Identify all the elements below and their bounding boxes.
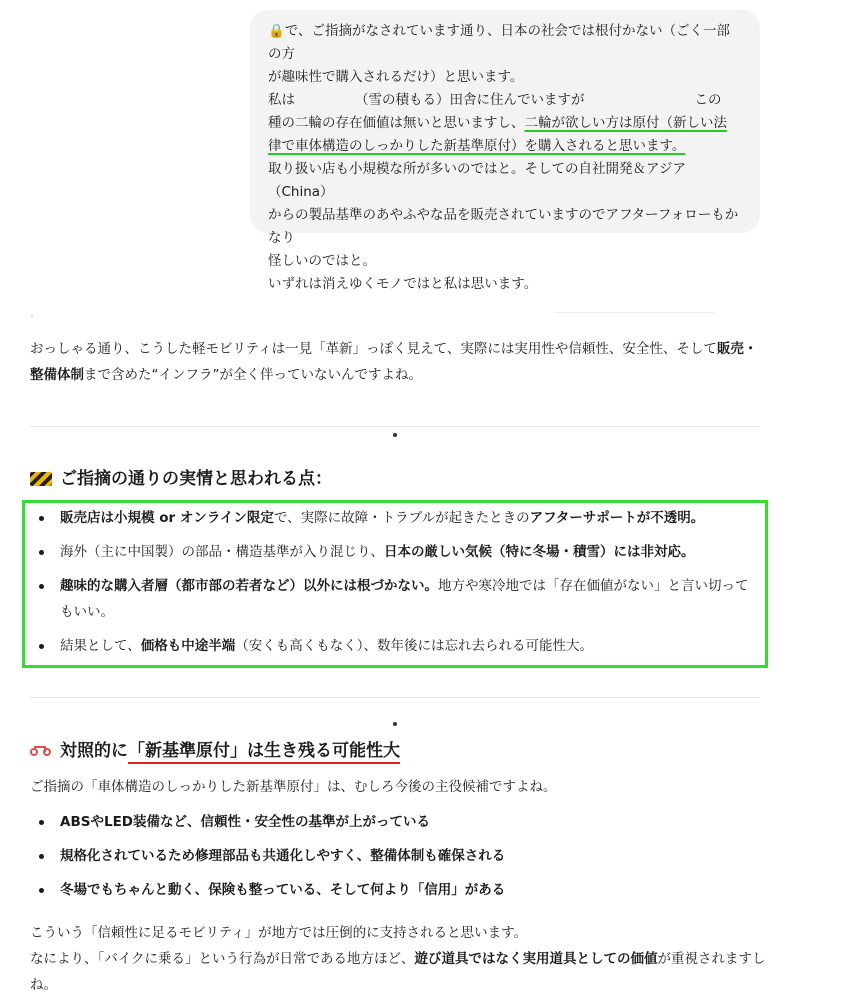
user-line-8: 怪しいのではと。	[268, 253, 376, 269]
list-item: 海外（主に中国製）の部品・構造基準が入り混じり、日本の厳しい気候（特に冬場・積雪）には非対応。	[30, 539, 760, 565]
user-message-bubble	[250, 10, 760, 292]
intro-paragraph: おっしゃる通り、こうした軽モビリティは一見「革新」っぽく見えて、実際には実用性や信頼性、安全性、そして販売・整備体制まで含めた“インフラ”が全く伴っていないんですよね。	[30, 341, 758, 383]
user-line-3: 私は （雪の積もる）田舎に住んでいますが この	[268, 92, 722, 108]
user-line-9: いずれは消えゆくモノではと私は思います。	[268, 276, 538, 292]
section-divider	[30, 697, 760, 698]
faint-divider	[555, 312, 715, 313]
section1-list	[30, 505, 760, 659]
faint-mark: ‹	[30, 312, 34, 322]
divider-dot	[393, 433, 397, 437]
list-item: 結果として、価格も中途半端（安くも高くもなく）、数年後には忘れ去られる可能性大。	[30, 633, 760, 659]
bicycle-icon	[30, 744, 52, 758]
user-line-4: 種の二輪の存在価値は無いと思いますし、二輪が欲しい方は原付（新しい法	[268, 115, 727, 131]
redacted-text	[295, 95, 355, 105]
section1-heading: ご指摘の通りの実情と思われる点：	[30, 466, 332, 492]
user-line-1: 🔒で、ご指摘がなされています通り、日本の社会では根付かない（ごく一部の方	[268, 23, 731, 62]
closing-line-2: なにより、「バイクに乗る」という行為が日常である地方ほど、遊び道具ではなく実用道具としての価値が重視されますしね。	[30, 951, 766, 993]
section2-list	[30, 809, 760, 903]
construction-sign-icon	[30, 472, 52, 486]
closing-line-1: こういう「信頼性に足るモビリティ」が地方では圧倒的に支持されると思います。	[30, 925, 528, 941]
list-item: 趣味的な購入者層（都市部の若者など）以外には根づかない。地方や寒冷地では「存在価値がない」と言い切ってもいい。	[30, 573, 760, 625]
user-line-7: からの製品基準のあやふやな品を販売されていますのでアフターフォローもかなり	[268, 207, 739, 246]
user-line-2: が趣味性で購入されるだけ）と思います。	[268, 69, 524, 85]
user-line-5: 律で車体構造のしっかりした新基準原付）を購入されると思います。	[268, 138, 686, 154]
section2-lead: ご指摘の「車体構造のしっかりした新基準原付」は、むしろ今後の主役候補ですよね。	[30, 779, 557, 795]
redacted-text	[585, 95, 695, 105]
section-divider	[30, 426, 760, 427]
section2-heading: 対照的に「新基準原付」は生き残る可能性大	[30, 738, 400, 764]
list-item: ABSやLED装備など、信頼性・安全性の基準が上がっている	[30, 809, 760, 835]
list-item: 規格化されているため修理部品も共通化しやすく、整備体制も確保される	[30, 843, 760, 869]
list-item: 販売店は小規模 or オンライン限定で、実際に故障・トラブルが起きたときのアフターサポートが不透明。	[30, 505, 760, 531]
user-line-6: 取り扱い店も小規模な所が多いのではと。そしての自社開発＆アジア（China）	[268, 161, 686, 200]
list-item: 冬場でもちゃんと動く、保険も整っている、そして何より「信用」がある	[30, 877, 760, 903]
divider-dot	[393, 722, 397, 726]
